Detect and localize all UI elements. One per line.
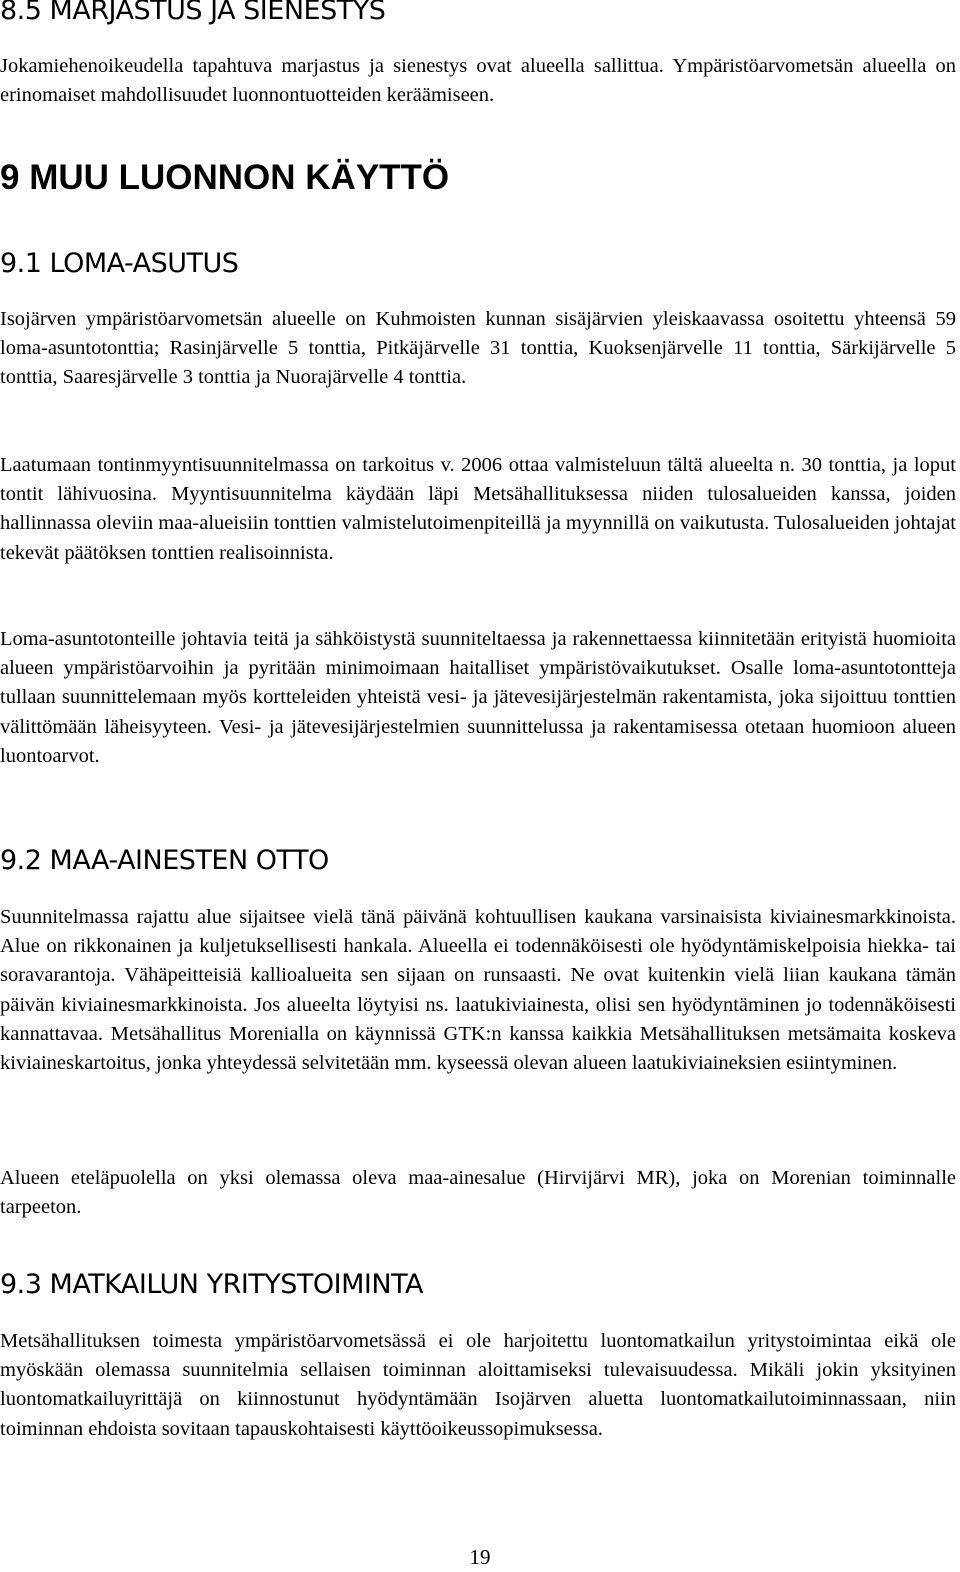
section-heading-9-3: 9.3 MATKAILUN YRITYSTOIMINTA [0,1269,423,1300]
page-number: 19 [469,1545,491,1569]
section-heading-9-1: 9.1 LOMA-ASUTUS [0,248,239,279]
chapter-heading-9: 9 MUU LUONNON KÄYTTÖ [0,158,450,197]
paragraph: Metsähallituksen toimesta ympäristöarvometsässä ei ole harjoitettu luontomatkailun yritystoimintaa eikä ole myöskään olemassa suunnitelmia sellaisen toiminnan aloittamiseksi tulevaisuudessa. Mikäli jokin yksityinen luontomatkailuyrittäjä on kiinnostunut hyödyntämään Isojärven aluetta luontomatkailutoiminnassaan, niin toiminnan ehdoista sovitaan tapauskohtaisesti käyttöoikeussopimuksessa. [0,1330,956,1440]
paragraph: Suunnitelmassa rajattu alue sijaitsee vielä tänä päivänä kohtuullisen kaukana varsinaisista kiviainesmarkkinoista. Alue on rikkonainen ja kuljetuksellisesti hankala. Alueella ei todennäköisesti ole hyödyntämiskelpoisia hiekka- tai soravarantoja. Vähäpeitteisiä kallioalueita sen sijaan on runsaasti. Ne ovat kuitenkin vielä liian kaukana tämän päivän kiviainesmarkkinoista. Jos alueelta löytyisi ns. laatukiviainesta, olisi sen hyödyntäminen jo todennäköisesti kannattavaa. Metsähallitus Morenialla on käynnissä GTK:n kanssa kaikkia Metsähallituksen metsämaita koskeva kiviaineskartoitus, jonka yhteydessä selvitetään mm. kyseessä olevan alueen laatukiviaineksien esiintyminen. [0,906,956,1075]
section-heading-9-2: 9.2 MAA-AINESTEN OTTO [0,845,329,876]
section-heading-8-5: 8.5 MARJASTUS JA SIENESTYS [0,0,386,26]
paragraph: Alueen eteläpuolella on yksi olemassa oleva maa-ainesalue (Hirvijärvi MR), joka on Morenian toiminnalle tarpeeton. [0,1167,956,1219]
paragraph: Jokamiehenoikeudella tapahtuva marjastus ja sienestys ovat alueella sallittua. Ympäristöarvometsän alueella on erinomaiset mahdollisuudet luonnontuotteiden keräämiseen. [0,55,956,107]
paragraph: Loma-asuntotonteille johtavia teitä ja sähköistystä suunniteltaessa ja rakennettaessa kiinnitetään erityistä huomioita alueen ympäristöarvoihin ja pyritään minimoimaan haitalliset ympäristövaikutukset. Osalle loma-asuntotontteja tullaan suunnittelemaan myös kortteleiden yhteistä vesi- ja jätevesijärjestelmän rakentamista, joka sijoittuu tonttien välittömään läheisyyteen. Vesi- ja jätevesijärjestelmien suunnittelussa ja rakentamisessa otetaan huomioon alueen luontoarvot. [0,628,956,767]
paragraph: Isojärven ympäristöarvometsän alueelle on Kuhmoisten kunnan sisäjärvien yleiskaavassa osoitettu yhteensä 59 loma-asuntotonttia; Rasinjärvelle 5 tonttia, Pitkäjärvelle 31 tonttia, Kuoksenjärvelle 11 tonttia, Särkijärvelle 5 tonttia, Saaresjärvelle 3 tonttia ja Nuorajärvelle 4 tonttia. [0,308,956,389]
paragraph: Laatumaan tontinmyyntisuunnitelmassa on tarkoitus v. 2006 ottaa valmisteluun tältä alueelta n. 30 tonttia, ja loput tontit lähivuosina. Myyntisuunnitelma käydään läpi Metsähallituksessa niiden tulosalueiden kanssa, joiden hallinnassa oleviin maa-alueisiin tonttien valmistelutoimenpiteillä ja myynnillä on vaikutusta. Tulosalueiden johtajat tekevät päätöksen tonttien realisoinnista. [0,454,956,564]
